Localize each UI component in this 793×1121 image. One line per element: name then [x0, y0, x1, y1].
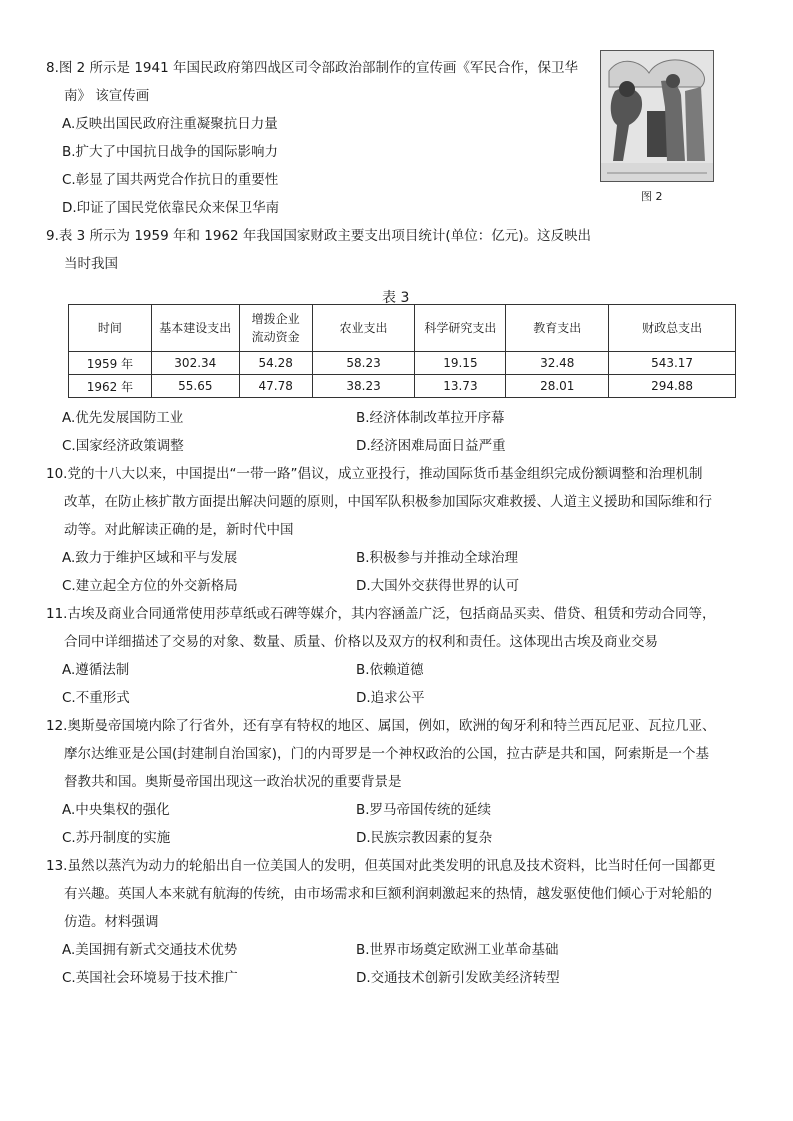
cell-science: 13.73	[415, 375, 506, 398]
q11-option-c: C.不重形式	[62, 690, 130, 706]
fiscal-expenditure-table	[68, 304, 736, 398]
q10-stem-cont2: 动等。对此解读正确的是，新时代中国	[64, 522, 294, 538]
q10-option-d: D.大国外交获得世界的认可	[356, 578, 520, 594]
q11-option-b: B.依赖道德	[356, 662, 424, 678]
q10-option-a: A.致力于维护区域和平与发展	[62, 550, 238, 566]
header-basic-construction: 基本建设支出	[151, 305, 239, 352]
header-total: 财政总支出	[609, 305, 736, 352]
q11-option-d: D.追求公平	[356, 690, 425, 706]
cell-total: 543.17	[609, 352, 736, 375]
q9-option-d: D.经济困难局面日益严重	[356, 438, 506, 454]
header-enterprise-line2: 流动资金	[251, 330, 300, 344]
cell-basic: 302.34	[151, 352, 239, 375]
cell-total: 294.88	[609, 375, 736, 398]
cell-science: 19.15	[415, 352, 506, 375]
q12-option-b: B.罗马帝国传统的延续	[356, 802, 492, 818]
table-row	[69, 352, 736, 375]
header-agriculture: 农业支出	[312, 305, 415, 352]
table-header-row	[69, 305, 736, 352]
header-science: 科学研究支出	[415, 305, 506, 352]
cell-time: 1959 年	[69, 352, 152, 375]
q11-stem-cont: 合同中详细描述了交易的对象、数量、质量、价格以及双方的权利和责任。这体现出古埃及商业交易	[64, 634, 658, 650]
q8-option-a: A.反映出国民政府注重凝聚抗日力量	[62, 116, 278, 132]
q13-option-c: C.英国社会环境易于技术推广	[62, 970, 238, 986]
q12-option-a: A.中央集权的强化	[62, 802, 170, 818]
cell-edu: 28.01	[506, 375, 609, 398]
q13-option-b: B.世界市场奠定欧洲工业革命基础	[356, 942, 559, 958]
q10-option-c: C.建立起全方位的外交新格局	[62, 578, 238, 594]
cell-edu: 32.48	[506, 352, 609, 375]
q13-stem: 13.虽然以蒸汽为动力的轮船出自一位美国人的发明，但英国对此类发明的讯息及技术资料，比当时任何一国都更	[46, 858, 716, 874]
cell-enterprise: 47.78	[239, 375, 312, 398]
q10-stem: 10.党的十八大以来，中国提出“一带一路”倡议，成立亚投行，推动国际货币基金组织完成份额调整和治理机制	[46, 466, 703, 482]
q12-stem-cont2: 督教共和国。奥斯曼帝国出现这一政治状况的重要背景是	[64, 774, 402, 790]
cell-agri: 38.23	[312, 375, 415, 398]
q8-option-c: C.彰显了国共两党合作抗日的重要性	[62, 172, 279, 188]
q12-option-c: C.苏丹制度的实施	[62, 830, 171, 846]
q9-stem: 9.表 3 所示为 1959 年和 1962 年我国国家财政主要支出项目统计(单位：亿元)。这反映出	[46, 228, 591, 244]
header-enterprise-line1: 增拨企业	[251, 312, 300, 326]
header-time: 时间	[69, 305, 152, 352]
q10-stem-cont1: 改革，在防止核扩散方面提出解决问题的原则，中国军队积极参加国际灾难救援、人道主义援助和国际维和行	[64, 494, 712, 510]
cell-enterprise: 54.28	[239, 352, 312, 375]
q8-option-b: B.扩大了中国抗日战争的国际影响力	[62, 144, 279, 160]
q13-stem-cont2: 仿造。材料强调	[64, 914, 159, 930]
q12-stem-cont1: 摩尔达维亚是公国(封建制自治国家)，门的内哥罗是一个神权政治的公国，拉古萨是共和国，阿索斯是一个基	[64, 746, 710, 762]
q13-stem-cont1: 有兴趣。英国人本来就有航海的传统，由市场需求和巨额利润刺激起来的热情，越发驱使他们倾心于对轮船的	[64, 886, 712, 902]
q11-stem: 11.古埃及商业合同通常使用莎草纸或石碑等媒介，其内容涵盖广泛，包括商品买卖、借贷、租赁和劳动合同等，	[46, 606, 716, 622]
q12-stem: 12.奥斯曼帝国境内除了行省外，还有享有特权的地区、属国，例如，欧洲的匈牙利和特兰西瓦尼亚、瓦拉几亚、	[46, 718, 716, 734]
q13-option-a: A.美国拥有新式交通技术优势	[62, 942, 238, 958]
table-3-title: 表 3	[382, 290, 410, 306]
q9-option-b: B.经济体制改革拉开序幕	[356, 410, 505, 426]
q9-option-c: C.国家经济政策调整	[62, 438, 184, 454]
q8-stem: 8.图 2 所示是 1941 年国民政府第四战区司令部政治部制作的宣传画《军民合作，保卫华	[46, 60, 578, 76]
header-enterprise-funds	[239, 305, 312, 352]
header-education: 教育支出	[506, 305, 609, 352]
cell-agri: 58.23	[312, 352, 415, 375]
cell-time: 1962 年	[69, 375, 152, 398]
table-row	[69, 375, 736, 398]
propaganda-poster-image	[600, 50, 714, 182]
q9-option-a: A.优先发展国防工业	[62, 410, 184, 426]
q11-option-a: A.遵循法制	[62, 662, 130, 678]
q8-stem-cont: 南》 该宣传画	[64, 88, 150, 104]
cell-basic: 55.65	[151, 375, 239, 398]
figure-2-caption: 图 2	[641, 190, 663, 203]
q12-option-d: D.民族宗教因素的复杂	[356, 830, 493, 846]
q9-stem-cont: 当时我国	[64, 256, 118, 272]
q8-option-d: D.印证了国民党依靠民众来保卫华南	[62, 200, 280, 216]
q10-option-b: B.积极参与并推动全球治理	[356, 550, 519, 566]
q13-option-d: D.交通技术创新引发欧美经济转型	[356, 970, 560, 986]
